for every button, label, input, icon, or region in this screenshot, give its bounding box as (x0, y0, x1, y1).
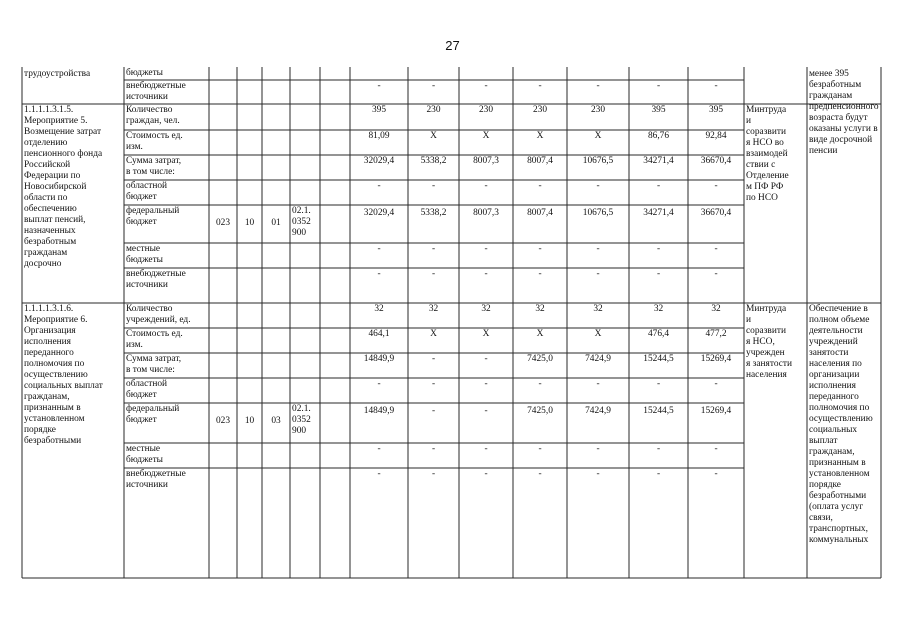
value-cell: - (596, 444, 600, 454)
value-cell: - (431, 406, 436, 416)
row-label: Стоимость ед. изм. (126, 329, 183, 350)
executor: Минтруда и соразвити я НСО, учрежден я занятости населения (746, 304, 793, 380)
value-cell: 10676,5 (582, 156, 614, 166)
value-cell: 32 (711, 304, 721, 314)
value-cell: - (714, 444, 718, 454)
subsection-code: 03 (271, 416, 281, 426)
result-note: менее 395 безработным гражданам предпенсионного возраста будут оказаны услуги в виде досрочной пенсии (809, 69, 879, 156)
value-cell: - (484, 181, 488, 191)
value-cell: 32 (374, 304, 384, 314)
value-cell: - (484, 81, 488, 91)
measure-title: 1.1.1.1.3.1.6. Мероприятие 6. Организация исполнения переданного полномочия по осуществлению социальных выплат гражданам, признанным в установленном порядке безработными (24, 304, 103, 446)
value-cell: - (656, 469, 661, 479)
row-label: областной бюджет (126, 181, 168, 202)
value-cell: - (596, 244, 600, 254)
value-cell: - (596, 469, 600, 479)
row-label: внебюджетные источники (126, 81, 186, 102)
value-cell: Х (482, 131, 490, 141)
value-cell: 395 (651, 105, 666, 115)
value-cell: 15269,4 (700, 406, 732, 416)
section-code: 10 (244, 416, 255, 426)
value-cell: 32 (593, 304, 603, 314)
value-cell: - (656, 444, 661, 454)
value-cell: - (377, 444, 381, 454)
row-label: Сумма затрат, в том числе: (126, 354, 182, 375)
value-cell: 476,4 (647, 329, 670, 339)
value-cell: - (538, 181, 542, 191)
value-cell: - (538, 379, 542, 389)
value-cell: - (656, 379, 661, 389)
value-cell: 32029,4 (363, 208, 395, 218)
value-cell: 8007,4 (527, 208, 553, 218)
measure-title: 1.1.1.1.3.1.5. Мероприятие 5. Возмещение затрат отделению пенсионного фонда Российской Федерации по Новосибирской области по обеспечению выплат пенсий, назначенных безработным гражданам досрочно (24, 105, 103, 269)
value-cell: - (484, 406, 488, 416)
value-cell: - (431, 81, 436, 91)
page-number: 27 (445, 38, 460, 53)
value-cell: - (377, 244, 381, 254)
value-cell: - (431, 379, 436, 389)
value-cell: 230 (426, 105, 441, 115)
value-cell: 464,1 (368, 329, 390, 339)
value-cell: 15269,4 (700, 354, 732, 364)
value-cell: 34271,4 (643, 156, 674, 166)
value-cell: 34271,4 (643, 208, 674, 218)
value-cell: - (596, 81, 600, 91)
row-label: внебюджетные источники (126, 469, 186, 490)
value-cell: Х (536, 131, 544, 141)
value-cell: 7424,9 (585, 406, 611, 416)
value-cell: - (484, 354, 488, 364)
row-label: Количество граждан, чел. (126, 105, 180, 126)
row-label: Сумма затрат, в том числе: (126, 156, 182, 177)
row-label: бюджеты (126, 68, 163, 78)
value-cell: - (431, 354, 436, 364)
value-cell: - (714, 469, 718, 479)
result-note: Обеспечение в полном объеме деятельности учреждений занятости населения по организации исполнения переданного полномочия по осуществлению социальных выплат гражданам, признанным в установленном порядке безработными (оплата услуг связи, транспортных, коммунальных (809, 304, 873, 545)
value-cell: 15244,5 (643, 354, 674, 364)
value-cell: 32 (428, 304, 439, 314)
value-cell: 36670,4 (700, 156, 732, 166)
value-cell: - (714, 181, 718, 191)
row-label: местные бюджеты (126, 444, 163, 465)
value-cell: - (484, 244, 488, 254)
value-cell: - (538, 444, 542, 454)
value-cell: - (431, 269, 436, 279)
grbs-code: 023 (215, 416, 231, 426)
grbs-code: 023 (215, 218, 231, 228)
executor: Минтруда и соразвити я НСО во взаимодей ствии с Отделение м ПФ РФ по НСО (746, 105, 789, 203)
section-code: 10 (244, 218, 255, 228)
value-cell: - (377, 469, 381, 479)
value-cell: - (656, 269, 661, 279)
value-cell: 32029,4 (363, 156, 395, 166)
value-cell: - (714, 244, 718, 254)
row-group-title: трудоустройства (24, 69, 91, 79)
value-cell: - (484, 469, 488, 479)
row-label: Количество учреждений, ед. (126, 304, 191, 325)
value-cell: - (377, 81, 381, 91)
value-cell: - (538, 269, 542, 279)
value-cell: - (538, 81, 542, 91)
row-label: внебюджетные источники (126, 269, 186, 290)
value-cell: - (538, 469, 542, 479)
value-cell: 230 (590, 105, 606, 115)
value-cell: - (714, 269, 718, 279)
value-cell: 15244,5 (643, 406, 674, 416)
value-cell: 7425,0 (527, 354, 553, 364)
value-cell: Х (430, 131, 437, 141)
value-cell: - (656, 244, 661, 254)
row-label: областной бюджет (126, 379, 168, 400)
value-cell: - (714, 379, 718, 389)
value-cell: 10676,5 (582, 208, 614, 218)
value-cell: 8007,3 (473, 156, 499, 166)
value-cell: - (377, 269, 381, 279)
value-cell: 32 (535, 304, 545, 314)
value-cell: - (431, 469, 436, 479)
row-label: федеральный бюджет (126, 206, 180, 227)
value-cell: - (656, 181, 661, 191)
value-cell: - (596, 379, 600, 389)
value-cell: Х (594, 329, 602, 339)
value-cell: - (596, 181, 600, 191)
value-cell: - (484, 379, 488, 389)
value-cell: 14849,9 (363, 354, 395, 364)
value-cell: 86,76 (647, 131, 670, 141)
value-cell: Х (482, 329, 490, 339)
value-cell: 7425,0 (527, 406, 553, 416)
value-cell: 477,2 (705, 329, 727, 339)
row-label: Стоимость ед. изм. (126, 131, 183, 152)
value-cell: 8007,3 (473, 208, 499, 218)
value-cell: - (377, 181, 381, 191)
value-cell: 5338,2 (420, 156, 447, 166)
value-cell: 395 (371, 105, 387, 115)
value-cell: 32 (653, 304, 664, 314)
value-cell: - (484, 444, 488, 454)
subsection-code: 01 (271, 218, 281, 228)
value-cell: Х (430, 329, 437, 339)
value-cell: - (484, 269, 488, 279)
value-cell: 92,84 (705, 131, 727, 141)
value-cell: - (377, 379, 381, 389)
value-cell: 7424,9 (585, 354, 611, 364)
value-cell: 230 (532, 105, 548, 115)
value-cell: - (431, 444, 436, 454)
value-cell: - (596, 269, 600, 279)
target-article-code: 02.1. 0352 900 (292, 404, 311, 436)
value-cell: - (656, 81, 661, 91)
row-label: федеральный бюджет (126, 404, 180, 425)
value-cell: - (431, 181, 436, 191)
row-label: местные бюджеты (126, 244, 163, 265)
value-cell: - (431, 244, 436, 254)
value-cell: Х (594, 131, 602, 141)
value-cell: 14849,9 (363, 406, 395, 416)
value-cell: - (714, 81, 718, 91)
value-cell: 81,09 (368, 131, 390, 141)
value-cell: 395 (708, 105, 724, 115)
value-cell: 32 (481, 304, 491, 314)
value-cell: 36670,4 (700, 208, 732, 218)
value-cell: 230 (478, 105, 494, 115)
target-article-code: 02.1. 0352 900 (292, 206, 311, 238)
value-cell: - (538, 244, 542, 254)
value-cell: Х (536, 329, 544, 339)
value-cell: 5338,2 (420, 208, 447, 218)
value-cell: 8007,4 (527, 156, 553, 166)
